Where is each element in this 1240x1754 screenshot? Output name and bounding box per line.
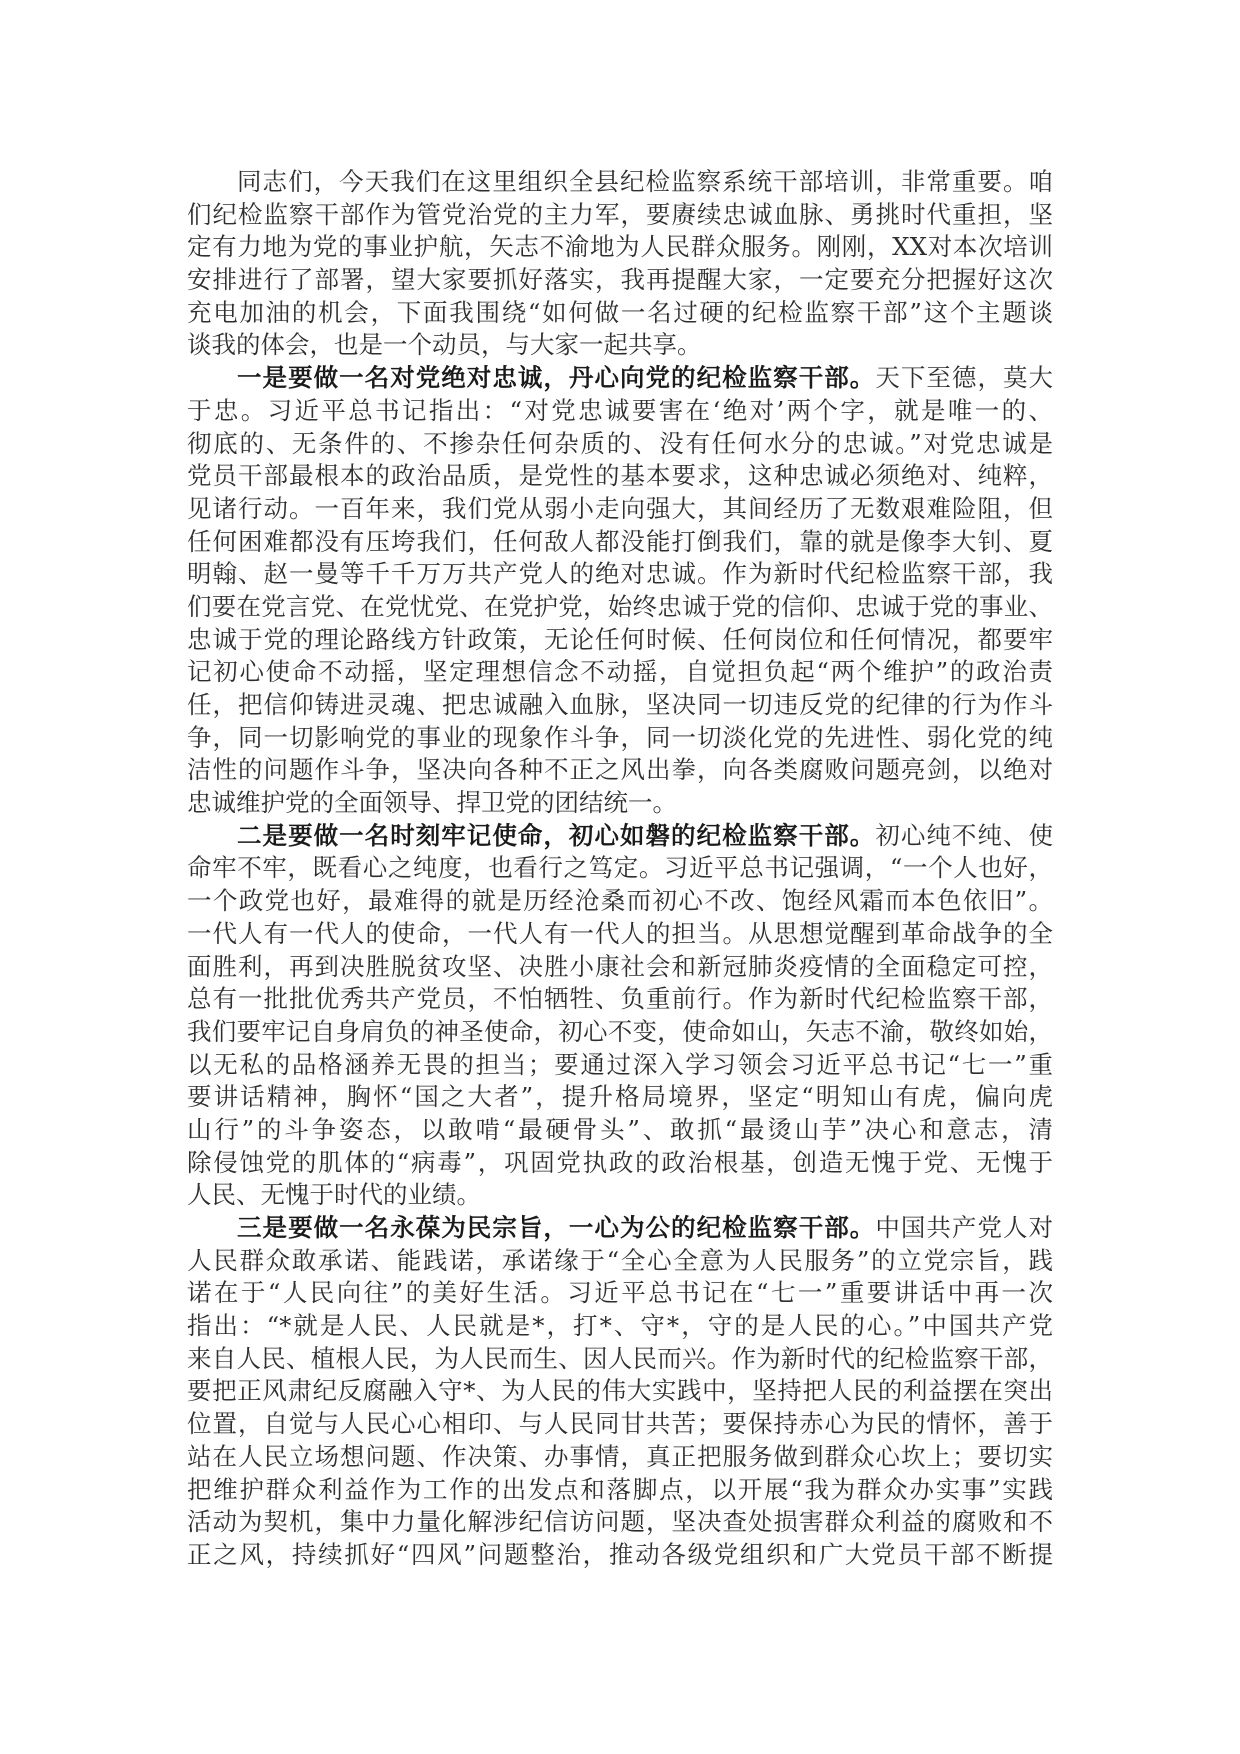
text-line [187,526,1053,559]
body-text: 一个政党也好，最难得的就是历经沧桑而初心不改、饱经风霜而本色依旧”。 [187,886,1053,916]
body-text: 我们要牢记自身肩负的神圣使命，初心不变，使命如山，矢志不渝，敬终如始， [187,1016,1053,1046]
body-text: 天下至德，莫大 [875,363,1054,393]
text-line [187,297,1053,330]
body-text: 要讲话精神，胸怀“国之大者”，提升格局境界，坚定“明知山有虎，偏向虎 [187,1082,1053,1112]
body-text: 彻底的、无条件的、不掺杂任何杂质的、没有任何水分的忠诚。”对党忠诚是 [187,428,1053,458]
body-text: 充电加油的机会，下面我围绕“如何做一名过硬的纪检监察干部”这个主题谈 [187,297,1053,327]
text-line [187,689,1053,722]
text-line [187,1245,1053,1278]
text-line [187,428,1053,461]
paragraph [187,166,1053,362]
text-line [187,199,1053,232]
document-page [187,166,1053,1572]
body-text: 们要在党言党、在党忧党、在党护党，始终忠诚于党的信仰、忠诚于党的事业、 [187,591,1053,621]
paragraph [187,820,1053,1212]
text-line [187,1277,1053,1310]
section-heading: 二是要做一名时刻牢记使命，初心如磐的纪检监察干部。 [237,820,876,850]
body-text: 忠诚维护党的全面领导、捍卫党的团结统一。 [187,788,677,818]
text-line [187,1539,1053,1572]
section-heading: 三是要做一名永葆为民宗旨，一心为公的纪检监察干部。 [237,1213,876,1242]
body-text: 中国共产党人对 [875,1213,1054,1242]
body-text: 忠诚于党的理论路线方针政策，无论任何时候、任何岗位和任何情况，都要牢 [187,624,1053,654]
text-line [187,395,1053,428]
text-line [187,1016,1053,1049]
text-line [187,264,1053,297]
body-text: 安排进行了部署，望大家要抓好落实，我再提醒大家，一定要充分把握好这次 [187,265,1053,295]
body-text: 记初心使命不动摇，坚定理想信念不动摇，自觉担负起“两个维护”的政治责 [187,657,1053,687]
body-text: 见诸行动。一百年来，我们党从弱小走向强大，其间经历了无数艰难险阻，但 [187,493,1053,523]
text-line [187,1408,1053,1441]
text-line [187,787,1053,820]
text-line [187,362,1053,395]
text-line [187,1212,1053,1245]
body-text: 谈我的体会，也是一个动员，与大家一起共享。 [187,330,702,360]
body-text: 于忠。习近平总书记指出：“对党忠诚要害在‘绝对’两个字，就是唯一的、 [187,395,1053,425]
paragraph [187,1212,1053,1572]
text-line [187,1147,1053,1180]
body-text: 任何困难都没有压垮我们，任何敌人都没能打倒我们，靠的就是像李大钊、夏 [187,526,1053,556]
text-line [187,1310,1053,1343]
text-line [187,460,1053,493]
text-line [187,329,1053,362]
body-text: 活动为契机，集中力量化解涉纪信访问题，坚决查处损害群众利益的腐败和不 [187,1507,1053,1537]
body-text: 一代人有一代人的使命，一代人有一代人的担当。从思想觉醒到革命战争的全 [187,918,1053,948]
text-line [187,1474,1053,1507]
paragraph [187,362,1053,820]
body-text: 们纪检监察干部作为管党治党的主力军，要赓续忠诚血脉、勇挑时代重担，坚 [187,199,1053,229]
text-line [187,656,1053,689]
text-line [187,1343,1053,1376]
text-line [187,1375,1053,1408]
body-text: 任，把信仰铸进灵魂、把忠诚融入血脉，坚决同一切违反党的纪律的行为作斗 [187,690,1053,719]
body-text: 命牢不牢，既看心之纯度，也看行之笃定。习近平总书记强调，“一个人也好， [187,853,1053,883]
body-text: 定有力地为党的事业护航，矢志不渝地为人民群众服务。刚刚，XX对本次培训 [187,232,1053,262]
body-text: 山行”的斗争姿态，以敢啃“最硬骨头”、敢抓“最烫山芋”决心和意志，清 [187,1114,1053,1144]
text-line [187,166,1053,199]
body-text: 以无私的品格涵养无畏的担当；要通过深入学习领会习近平总书记“七一”重 [187,1049,1053,1079]
body-text: 洁性的问题作斗争，坚决向各种不正之风出拳，向各类腐败问题亮剑，以绝对 [187,755,1053,785]
body-text: 诺在于“人民向往”的美好生活。习近平总书记在“七一”重要讲话中再一次 [187,1278,1053,1308]
text-line [187,983,1053,1016]
text-line [187,820,1053,853]
body-text: 总有一批批优秀共产党员，不怕牺牲、负重前行。作为新时代纪检监察干部， [187,984,1053,1014]
text-line [187,918,1053,951]
text-line [187,1049,1053,1082]
text-line [187,558,1053,591]
body-text: 党员干部最根本的政治品质，是党性的基本要求，这种忠诚必须绝对、纯粹， [187,461,1053,491]
text-line [187,1114,1053,1147]
body-text: 来自人民、植根人民，为人民而生、因人民而兴。作为新时代的纪检监察干部， [187,1343,1053,1373]
text-line [187,1081,1053,1114]
text-line [187,951,1053,984]
text-line [187,754,1053,787]
body-text: 明翰、赵一曼等千千万万共产党人的绝对忠诚。作为新时代纪检监察干部，我 [187,559,1053,589]
text-line [187,624,1053,657]
body-text: 把维护群众利益作为工作的出发点和落脚点，以开展“我为群众办实事”实践 [187,1474,1054,1504]
body-text: 除侵蚀党的肌体的“病毒”，巩固党执政的政治根基，创造无愧于党、无愧于 [187,1147,1053,1177]
body-text: 面胜利，再到决胜脱贫攻坚、决胜小康社会和新冠肺炎疫情的全面稳定可控， [187,951,1053,981]
text-line [187,1506,1053,1539]
text-line [187,1441,1053,1474]
text-line [187,885,1053,918]
section-heading: 一是要做一名对党绝对忠诚，丹心向党的纪检监察干部。 [237,363,876,393]
body-text: 人民、无愧于时代的业绩。 [187,1180,481,1210]
text-line [187,852,1053,885]
body-text: 同志们，今天我们在这里组织全县纪检监察系统干部培训，非常重要。咱 [237,167,1053,196]
body-text: 指出：“*就是人民、人民就是*，打*、守*，守的是人民的心。”中国共产党 [187,1311,1053,1341]
body-text: 要把正风肃纪反腐融入守*、为人民的伟大实践中，坚持把人民的利益摆在突出 [187,1376,1053,1406]
text-line [187,1179,1053,1212]
body-text: 争，同一切影响党的事业的现象作斗争，同一切淡化党的先进性、弱化党的纯 [187,722,1053,752]
text-line [187,231,1053,264]
body-text: 人民群众敢承诺、能践诺，承诺缘于“全心全意为人民服务”的立党宗旨，践 [187,1245,1053,1275]
body-text: 正之风，持续抓好“四风”问题整治，推动各级党组织和广大党员干部不断提 [187,1539,1053,1569]
text-line [187,493,1053,526]
body-text: 初心纯不纯、使 [875,820,1054,850]
text-line [187,591,1053,624]
body-text: 站在人民立场想问题、作决策、办事情，真正把服务做到群众心坎上；要切实 [187,1441,1053,1471]
body-text: 位置，自觉与人民心心相印、与人民同甘共苦；要保持赤心为民的情怀，善于 [187,1409,1053,1439]
text-line [187,722,1053,755]
